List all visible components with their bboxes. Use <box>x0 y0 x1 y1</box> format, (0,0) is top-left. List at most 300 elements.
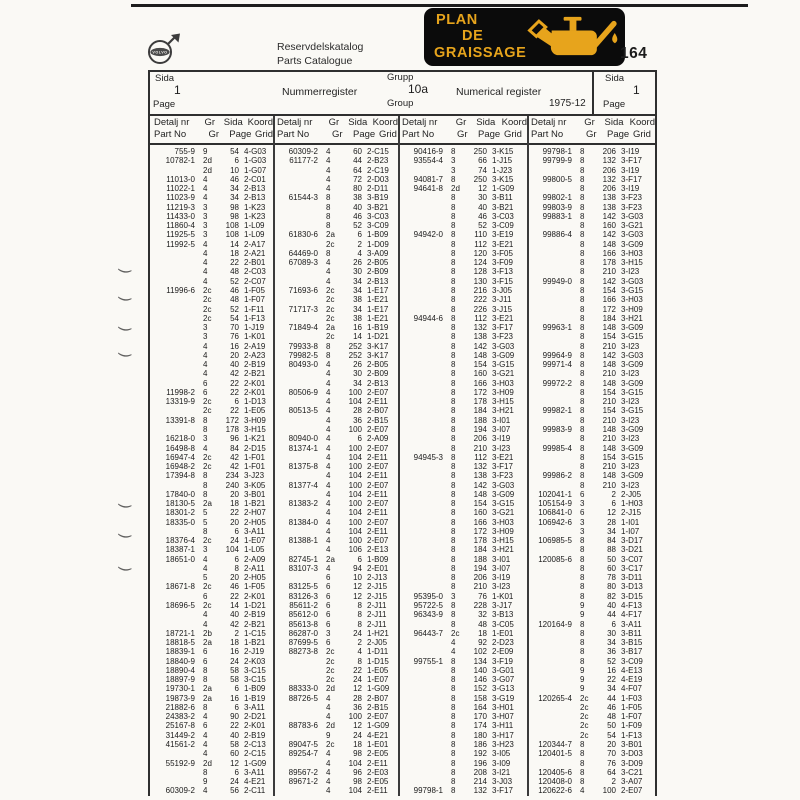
table-row <box>273 545 398 554</box>
page-cell: 14 <box>230 239 239 249</box>
part-no-cell <box>398 564 443 573</box>
group-cell: 8 <box>580 156 585 166</box>
page-cell: 234 <box>225 471 239 481</box>
grid-cell: 3-H03 <box>621 248 643 258</box>
grid-cell: 1-E07 <box>244 536 266 546</box>
page-cell: 154 <box>473 499 487 509</box>
group-cell: 4 <box>326 563 331 573</box>
grid-cell: 3-G15 <box>621 406 644 416</box>
catalog-title-en: Parts Catalogue <box>277 55 353 67</box>
page-cell: 132 <box>473 462 487 472</box>
grid-cell: 2-A17 <box>244 239 266 249</box>
page-cell: 60 <box>607 563 616 573</box>
group-cell: 2c <box>580 712 589 722</box>
table-row <box>527 638 655 647</box>
page-cell: 148 <box>602 378 616 388</box>
group-cell: 6 <box>580 508 585 518</box>
group-cell: 8 <box>451 267 456 277</box>
table-row <box>527 397 655 406</box>
table-row <box>273 462 398 471</box>
page-cell: 112 <box>474 452 487 462</box>
part-no-cell <box>273 490 318 499</box>
page-cell: 216 <box>473 285 487 295</box>
part-no-cell <box>398 166 443 175</box>
page-cell: 124 <box>473 258 487 268</box>
grid-cell: 1-E07 <box>367 675 389 685</box>
table-row <box>150 360 273 369</box>
grid-cell: 3-I19 <box>621 147 640 156</box>
table-row <box>150 545 273 554</box>
pen-checkmark: ) <box>115 501 135 511</box>
grid-cell: 3-G03 <box>621 350 644 360</box>
part-no-header: Part No <box>531 129 564 140</box>
group-cell: 8 <box>203 702 208 712</box>
page-cell: 186 <box>473 740 487 749</box>
group-cell: 8 <box>451 248 456 258</box>
part-no-cell <box>398 332 443 341</box>
grid-cell: 2-B05 <box>367 360 389 370</box>
grid-cell: 2-B19 <box>244 610 266 620</box>
grid-cell: 2-J15 <box>367 582 388 592</box>
table-row <box>273 555 398 564</box>
group-cell: 4 <box>326 480 331 490</box>
table-row <box>527 286 655 295</box>
part-no-cell <box>273 731 318 740</box>
page-cell: 192 <box>473 749 487 759</box>
part-no-cell: 99800-5 <box>542 174 572 184</box>
page-cell: 142 <box>602 230 616 240</box>
grid-cell: 2-C15 <box>244 749 266 759</box>
group-cell: 8 <box>451 730 456 740</box>
part-no-cell <box>527 286 572 295</box>
grid-cell: 3-G15 <box>621 452 644 462</box>
page-cell: 46 <box>230 174 239 184</box>
page-cell: 24 <box>353 730 362 740</box>
table-row <box>150 601 273 610</box>
group-cell: 4 <box>203 350 208 360</box>
page-cell: 34 <box>353 378 362 388</box>
group-cell: 2c <box>580 730 589 740</box>
table-row <box>150 184 273 193</box>
part-no-cell: 71693-6 <box>288 285 318 295</box>
part-no-cell: 18335-0 <box>165 517 195 527</box>
group-cell: 2c <box>326 304 335 314</box>
group-cell: 2a <box>326 230 335 240</box>
group-cell: 3 <box>580 517 585 527</box>
page-cell: 104 <box>348 489 362 499</box>
part-no-cell: 18671-8 <box>165 582 195 592</box>
table-row <box>398 267 527 276</box>
grid-cell: 3-F23 <box>492 332 513 342</box>
part-no-cell: 99972-2 <box>542 378 572 388</box>
part-no-cell: 83125-5 <box>288 582 318 592</box>
table-row <box>398 777 527 786</box>
group-cell: 8 <box>451 740 456 749</box>
table-row <box>273 397 398 406</box>
group-cell: 2c <box>326 313 335 323</box>
part-no-cell: 21882-6 <box>165 702 195 712</box>
group-cell: 8 <box>580 462 585 472</box>
page-cell: 154 <box>473 360 487 370</box>
page-cell: 22 <box>230 258 239 268</box>
part-no-cell <box>150 777 195 786</box>
group-cell: 8 <box>580 536 585 546</box>
grid-cell: 2-B01 <box>244 258 266 268</box>
part-no-cell <box>273 453 318 462</box>
grid-cell: 3-C09 <box>367 221 389 231</box>
grid-cell: 3-D09 <box>621 758 643 768</box>
sida-header: Sida <box>476 117 496 128</box>
table-row <box>273 453 398 462</box>
group-cell: 8 <box>580 749 585 759</box>
page-cell: 148 <box>473 350 487 360</box>
grid-cell: 1-L09 <box>244 230 265 240</box>
part-no-cell <box>527 657 572 666</box>
table-row <box>273 388 398 397</box>
part-no-cell: 13319-9 <box>165 397 195 407</box>
grid-cell: 3-G09 <box>621 378 644 388</box>
grid-cell: 3-B21 <box>492 202 514 212</box>
column-divider <box>527 116 529 796</box>
grid-cell: 2-E05 <box>367 749 389 759</box>
group-cell: 9 <box>580 684 585 694</box>
part-no-cell: 106942-6 <box>538 517 572 527</box>
group-cell: 4 <box>326 267 331 277</box>
grid-cell: 3-I23 <box>621 462 640 472</box>
grid-cell: 2-A11 <box>244 563 265 573</box>
table-row <box>150 221 273 230</box>
grid-cell: 2-B21 <box>244 619 266 629</box>
part-no-cell <box>527 240 572 249</box>
part-no-cell <box>398 397 443 406</box>
part-no-cell: 11998-2 <box>166 387 195 397</box>
part-no-cell: 99755-1 <box>413 656 443 666</box>
page-cell: 210 <box>602 480 616 490</box>
page-cell: 88 <box>607 545 616 555</box>
group-cell: 9 <box>326 730 331 740</box>
page-cell: 92 <box>478 638 487 648</box>
part-no-cell: 106985-5 <box>538 536 572 546</box>
page-cell: 240 <box>225 480 239 490</box>
table-row <box>273 406 398 415</box>
table-row <box>527 471 655 480</box>
part-no-cell: 105154-9 <box>538 499 572 509</box>
group-cell: 8 <box>451 619 456 629</box>
group-cell: 8 <box>580 295 585 305</box>
table-row <box>273 629 398 638</box>
grid-cell: 3-G15 <box>492 360 515 370</box>
group-cell: 2c <box>580 693 589 703</box>
part-no-cell: 17840-0 <box>165 489 195 499</box>
grid-cell: 3-I23 <box>621 267 640 277</box>
grid-cell: 3-A11 <box>244 702 265 712</box>
page-cell: 32 <box>478 610 487 620</box>
group-cell: 8 <box>451 239 456 249</box>
part-no-cell <box>527 342 572 351</box>
part-no-cell <box>150 314 195 323</box>
grid-cell: 3-F23 <box>621 193 642 203</box>
column-header-group <box>398 116 527 143</box>
grid-cell: 2-K01 <box>244 721 266 731</box>
table-row <box>150 379 273 388</box>
page-cell: 108 <box>225 221 239 231</box>
page-cell: 46 <box>478 211 487 221</box>
grid-cell: 3-F09 <box>492 258 513 268</box>
table-row <box>527 230 655 239</box>
grid-cell: 2-E11 <box>367 397 388 407</box>
group-cell: 8 <box>580 563 585 573</box>
page-cell: 76 <box>230 332 239 342</box>
grid-cell: 1-K01 <box>492 591 514 601</box>
part-no-cell <box>398 388 443 397</box>
part-no-cell <box>398 406 443 415</box>
page-cell: 210 <box>602 369 616 379</box>
group-cell: 5 <box>203 573 208 583</box>
grid-cell: 3-K17 <box>367 350 389 360</box>
part-no-cell <box>527 305 572 314</box>
group-cell: 4 <box>326 165 331 175</box>
part-no-cell: 89671-2 <box>288 777 318 787</box>
group-cell: 2d <box>203 156 212 166</box>
part-no-cell <box>273 527 318 536</box>
page-cell: 148 <box>602 424 616 434</box>
table-row <box>527 731 655 740</box>
page-cell: 172 <box>473 387 487 397</box>
table-row <box>398 342 527 351</box>
page-cell: 14 <box>353 332 362 342</box>
table-row <box>527 508 655 517</box>
table-row <box>150 166 273 175</box>
group-value: 10a <box>408 82 429 96</box>
table-row <box>527 555 655 564</box>
page-cell: 134 <box>473 656 487 666</box>
part-no-cell: 99971-4 <box>542 360 572 370</box>
group-cell: 4 <box>203 174 208 184</box>
part-no-cell <box>273 712 318 721</box>
page-cell: 16 <box>607 665 616 675</box>
grid-cell: 3-I23 <box>621 369 640 379</box>
page-cell: 56 <box>230 786 239 796</box>
part-no-cell: 71849-4 <box>288 323 318 333</box>
part-no-cell: 11219-3 <box>166 202 195 212</box>
sida-header: Sida <box>604 117 624 128</box>
grid-cell: 3-D11 <box>621 573 643 583</box>
part-no-cell <box>527 166 572 175</box>
table-row <box>150 249 273 258</box>
grid-cell: 3-F17 <box>492 462 513 472</box>
part-no-cell: 80513-5 <box>288 406 318 416</box>
group-cell: 2a <box>203 638 212 648</box>
part-no-cell <box>398 434 443 443</box>
table-row <box>398 499 527 508</box>
part-no-cell <box>398 444 443 453</box>
table-row <box>527 573 655 582</box>
grid-cell: 2-A09 <box>367 434 389 444</box>
grid-cell: 2-D23 <box>492 638 514 648</box>
part-no-cell: 81383-2 <box>288 499 318 509</box>
group-cell: 9 <box>203 147 208 156</box>
grid-cell: 2-E13 <box>367 545 389 555</box>
table-row <box>273 221 398 230</box>
part-no-cell <box>150 342 195 351</box>
grid-cell: 3-C21 <box>621 767 643 777</box>
table-row <box>398 397 527 406</box>
part-no-cell <box>150 610 195 619</box>
table-row <box>150 675 273 684</box>
grid-cell: 1-E17 <box>367 285 389 295</box>
page-cell: 10 <box>353 573 362 583</box>
page-cell: 184 <box>602 313 616 323</box>
group-cell: 8 <box>451 369 456 379</box>
page-cell: 78 <box>607 573 616 583</box>
group-cell: 8 <box>451 285 456 295</box>
group-cell: 8 <box>451 545 456 555</box>
part-no-cell: 120405-6 <box>538 767 572 777</box>
page-cell: 100 <box>602 786 616 796</box>
sida-header: Sida <box>348 117 368 128</box>
pen-checkmark: ) <box>115 266 135 276</box>
page-value-right: 1 <box>633 83 640 97</box>
grid-cell: 3-C03 <box>492 211 514 221</box>
group-cell: 4 <box>203 730 208 740</box>
table-row <box>150 508 273 517</box>
table-row <box>273 536 398 545</box>
part-no-cell: 18840-9 <box>165 656 195 666</box>
group-cell: 8 <box>203 471 208 481</box>
page-cell: 148 <box>473 489 487 499</box>
table-row <box>273 490 398 499</box>
group-cell: 2d <box>326 721 335 731</box>
page-cell: 98 <box>353 749 362 759</box>
page-cell: 18 <box>353 740 362 749</box>
table-row <box>273 249 398 258</box>
group-cell: 8 <box>580 193 585 203</box>
table-row <box>150 749 273 758</box>
page-cell: 34 <box>230 184 239 194</box>
group-cell: 8 <box>451 434 456 444</box>
table-row <box>527 351 655 360</box>
table-row <box>273 768 398 777</box>
koord-header: Grid <box>255 129 273 140</box>
page-cell: 28 <box>353 406 362 416</box>
table-row <box>273 564 398 573</box>
part-no-cell: 83107-3 <box>288 563 318 573</box>
group-cell: 4 <box>326 258 331 268</box>
table-row <box>398 462 527 471</box>
table-row <box>150 518 273 527</box>
grid-cell: 1-E21 <box>367 313 389 323</box>
page-cell: 100 <box>348 443 362 453</box>
group-cell: 8 <box>580 202 585 212</box>
grid-cell: 1-F11 <box>244 304 265 314</box>
table-row <box>273 156 398 165</box>
table-row <box>527 564 655 573</box>
volvo-logo-icon <box>144 33 182 66</box>
part-no-cell: 16947-4 <box>165 452 195 462</box>
grid-cell: 1-D21 <box>367 332 389 342</box>
part-no-cell: 18890-4 <box>165 665 195 675</box>
group-cell: 2d <box>451 184 460 194</box>
part-no-cell <box>527 221 572 230</box>
page-cell: 36 <box>353 415 362 425</box>
part-no-cell: 120164-9 <box>538 619 572 629</box>
part-no-cell: 11925-5 <box>166 230 195 240</box>
page-cell: 40 <box>353 202 362 212</box>
grid-cell: 3-F17 <box>621 174 642 184</box>
table-row <box>398 379 527 388</box>
page-cell: 22 <box>230 387 239 397</box>
part-no-cell <box>398 638 443 647</box>
group-cell: 8 <box>451 258 456 268</box>
part-no-cell: 99949-0 <box>542 276 572 286</box>
table-row <box>273 620 398 629</box>
grid-cell: 3-A11 <box>244 767 265 777</box>
table-row <box>527 759 655 768</box>
grid-cell: 3-I19 <box>492 434 511 444</box>
part-no-cell: 85611-2 <box>289 601 318 611</box>
grid-cell: 1-E01 <box>492 628 514 638</box>
part-no-cell: 18130-5 <box>165 499 195 509</box>
table-row <box>273 305 398 314</box>
grid-cell: 3-F23 <box>492 471 513 481</box>
part-no-cell <box>273 314 318 323</box>
grid-cell: 2-E07 <box>367 480 389 490</box>
group-cell: 8 <box>451 721 456 731</box>
group-cell: 2c <box>580 721 589 731</box>
table-row <box>150 638 273 647</box>
page-cell: 222 <box>473 295 487 305</box>
group-cell: 8 <box>451 508 456 518</box>
group-cell: 5 <box>203 508 208 518</box>
grid-cell: 1-F07 <box>244 295 265 305</box>
grid-cell: 3-I01 <box>492 554 511 564</box>
page-label-left: Page <box>153 99 176 110</box>
part-no-cell <box>273 221 318 230</box>
part-no-cell <box>398 471 443 480</box>
grid-cell: 2-E11 <box>367 471 388 481</box>
part-no-cell: 11023-9 <box>166 193 195 203</box>
grid-cell: 3-G03 <box>621 211 644 221</box>
grid-cell: 2-E07 <box>367 462 389 472</box>
table-row <box>398 481 527 490</box>
group-cell: 2a <box>326 554 335 564</box>
page-cell: 160 <box>473 369 487 379</box>
group-cell: 4 <box>326 517 331 527</box>
header-band <box>150 72 655 116</box>
grid-cell: 2-B23 <box>367 156 389 166</box>
part-no-cell <box>273 786 318 795</box>
table-row <box>398 592 527 601</box>
group-cell: 2c <box>203 304 212 314</box>
group-cell: 8 <box>580 332 585 342</box>
page-cell: 206 <box>473 434 487 444</box>
page-cell: 30 <box>607 628 616 638</box>
page-cell: 22 <box>230 378 239 388</box>
catalog-title-sv: Reservdelskatalog <box>277 41 364 53</box>
part-no-cell <box>273 332 318 341</box>
group-cell: 6 <box>326 591 331 601</box>
register-title-sv: Nummerregister <box>282 86 358 98</box>
part-no-cell: 90416-9 <box>413 147 443 156</box>
group-cell: 8 <box>580 656 585 666</box>
part-no-cell: 10782-1 <box>165 156 195 166</box>
part-no-cell <box>527 592 572 601</box>
part-no-cell <box>273 267 318 276</box>
part-no-cell: 61177-2 <box>289 156 318 166</box>
grid-cell: 3-H11 <box>492 721 514 731</box>
page-cell: 60 <box>230 749 239 759</box>
group-cell: 8 <box>580 248 585 258</box>
